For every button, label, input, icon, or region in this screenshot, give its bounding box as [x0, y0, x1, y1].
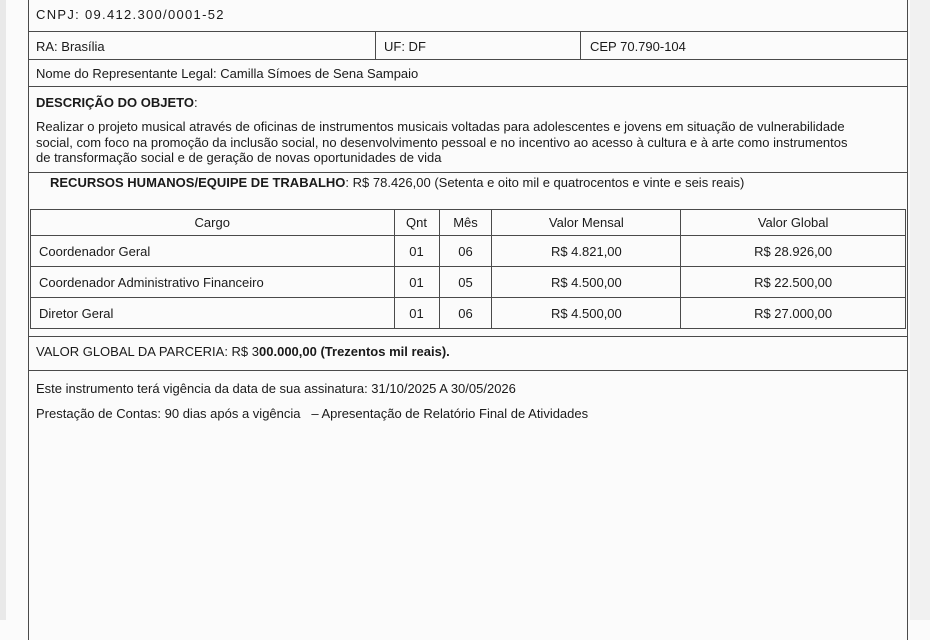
staffing-table	[30, 209, 906, 329]
uf-field: UF: DF	[384, 39, 426, 54]
total-partnership-value	[36, 344, 450, 359]
human-resources-line	[50, 175, 744, 190]
human-resources-value: : R$ 78.426,00 (Setenta e oito mil e quatrocentos e vinte e seis reais)	[345, 175, 745, 190]
cell-valor-mensal: R$ 4.500,00	[492, 267, 681, 298]
cell-valor-global: R$ 22.500,00	[681, 267, 906, 298]
cell-valor-mensal: R$ 4.821,00	[492, 236, 681, 267]
validity-period: Este instrumento terá vigência da data de sua assinatura: 31/10/2025 A 30/05/2026	[36, 381, 516, 396]
cell-qnt: 01	[394, 236, 439, 267]
page-edge-right	[910, 0, 930, 620]
human-resources-label: RECURSOS HUMANOS/EQUIPE DE TRABALHO	[50, 175, 346, 190]
table-row	[31, 298, 906, 329]
divider	[28, 172, 908, 173]
header-valor-global: Valor Global	[681, 210, 906, 236]
description-body	[36, 119, 906, 166]
cell-valor-global: R$ 27.000,00	[681, 298, 906, 329]
cell-cargo: Coordenador Administrativo Financeiro	[31, 267, 395, 298]
page-edge-left	[0, 0, 6, 620]
header-valor-mensal: Valor Mensal	[492, 210, 681, 236]
description-colon: :	[193, 95, 198, 110]
cep-field: CEP 70.790-104	[590, 39, 686, 54]
cell-cargo: Diretor Geral	[31, 298, 395, 329]
cell-mes: 06	[439, 236, 492, 267]
cell-divider	[375, 31, 376, 59]
cell-divider	[580, 31, 581, 59]
cell-valor-mensal: R$ 4.500,00	[492, 298, 681, 329]
cell-qnt: 01	[394, 298, 439, 329]
divider	[28, 336, 908, 337]
description-line: Realizar o projeto musical através de oficinas de instrumentos musicais voltadas para adolescentes e jovens em situação de vulnerabilidade	[36, 119, 845, 134]
divider	[28, 31, 908, 32]
total-value-amount: 00.000,00 (Trezentos mil reais).	[259, 344, 450, 359]
header-mes: Mês	[439, 210, 492, 236]
description-line: de transformação social e de geração de novas oportunidades de vida	[36, 150, 442, 165]
description-heading	[36, 95, 198, 110]
cell-mes: 05	[439, 267, 492, 298]
legal-representative: Nome do Representante Legal: Camilla Símoes de Sena Sampaio	[36, 66, 419, 81]
ra-field: RA: Brasília	[36, 39, 105, 54]
cell-mes: 06	[439, 298, 492, 329]
divider	[28, 370, 908, 371]
total-value-prefix: VALOR GLOBAL DA PARCERIA: R$ 3	[36, 344, 260, 359]
header-cargo: Cargo	[31, 210, 395, 236]
divider	[28, 86, 908, 87]
cell-qnt: 01	[394, 267, 439, 298]
description-line: social, com foco na promoção da inclusão social, no desenvolvimento pessoal e no incentivo ao acesso à cultura e à arte como instrumentos	[36, 134, 848, 150]
cell-valor-global: R$ 28.926,00	[681, 236, 906, 267]
description-title: DESCRIÇÃO DO OBJETO	[36, 95, 194, 110]
table-row	[31, 267, 906, 298]
accountability-terms: Prestação de Contas: 90 dias após a vigência – Apresentação de Relatório Final de Atividades	[36, 406, 589, 421]
header-qnt: Qnt	[394, 210, 439, 236]
cnpj: CNPJ: 09.412.300/0001-52	[36, 7, 225, 22]
table-header-row	[31, 210, 906, 236]
table-row	[31, 236, 906, 267]
divider	[28, 59, 908, 60]
cell-cargo: Coordenador Geral	[31, 236, 395, 267]
